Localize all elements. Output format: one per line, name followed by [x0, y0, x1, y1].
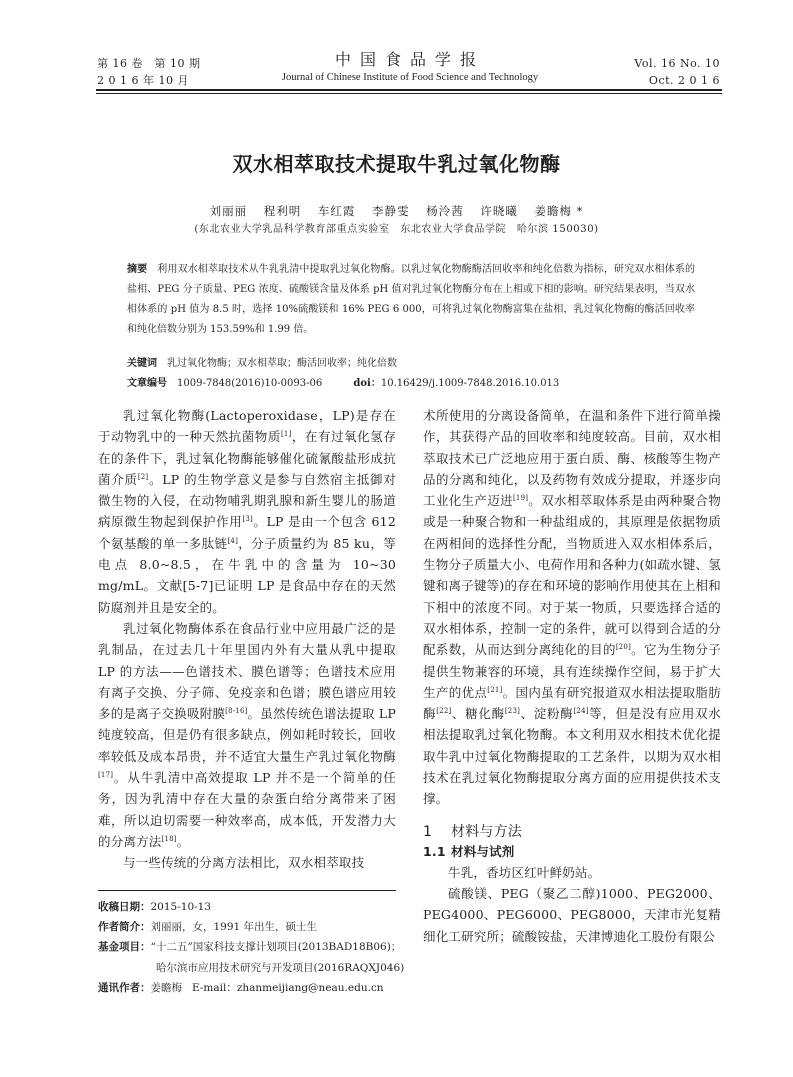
article-meta — [127, 374, 695, 394]
paragraph — [423, 405, 721, 810]
author: 车红霞 — [317, 204, 356, 218]
citation-ref[interactable]: [3] — [242, 515, 253, 524]
author: 刘丽丽 — [209, 204, 248, 218]
citation-ref[interactable]: [19] — [512, 494, 529, 503]
doi-link[interactable]: 10.16429/j.1009-7848.2016.10.013 — [380, 378, 560, 389]
text-run: ，分子质量约为 85 ku，等电点 8.0~8.5，在牛乳中的含量为 10~30 mg/mL。文献[5-7]已证明 LP 是食品中存在的天然防腐剂并且是安全的。 — [98, 535, 396, 615]
journal-title-cn: 中国食品学报 — [334, 50, 485, 69]
running-header-left — [97, 55, 200, 89]
footnote-fund — [98, 937, 428, 957]
text-run: 乳过氧化物酶体系在食品行业中应用最广泛的是乳制品，在过去几十年里国内外有大量从乳中提取 LP 的方法——色谱技术、膜色谱等；色谱技术应用有离子交换、分子筛、免疫亲和色谱；膜色谱应用较多的是离子交换吸附膜 — [98, 620, 396, 722]
footnote-received — [98, 897, 428, 917]
received-date: 2015-10-13 — [150, 901, 212, 913]
subsection-title: 材料与试剂 — [451, 843, 515, 859]
citation-ref[interactable]: [1] — [280, 430, 292, 439]
article-number: 1009-7848(2016)10-0093-06 — [177, 378, 323, 389]
citation-ref[interactable]: [21] — [487, 685, 503, 694]
text-run: 。 — [176, 833, 190, 849]
abstract-label: 摘要 — [127, 264, 148, 275]
corresponding-email[interactable]: E-mail：zhanmeijiang@neau.edu.cn — [192, 981, 384, 994]
section-title: 材料与方法 — [451, 823, 522, 840]
paragraph — [98, 618, 396, 852]
footnote-bio — [98, 917, 428, 937]
bio-label: 作者简介： — [98, 921, 151, 934]
text-run: 、淀粉酶 — [520, 706, 574, 722]
text-run: 乳过氧化物酶(Lactoperoxidase，LP)是存在于动物乳中的一种天然抗菌物质 — [98, 408, 396, 445]
keywords-label: 关键词 — [127, 358, 157, 369]
citation-ref[interactable]: [23] — [504, 707, 521, 715]
header-rule-thick — [96, 89, 722, 91]
corresponding-name: 姜瞻梅 — [150, 981, 182, 994]
section-number: 1 — [423, 823, 433, 840]
running-header-center — [230, 49, 590, 85]
article-title: 双水相萃取技术提取牛乳过氧化物酶 — [232, 152, 561, 176]
citation-ref[interactable]: [22] — [436, 707, 452, 715]
paragraph: 与一些传统的分离方法相比，双水相萃取技 — [123, 855, 365, 871]
text-run: 术所使用的分离设备简单，在温和条件下进行简单操作，其获得产品的回收率和纯度较高。目前，双水相萃取技术已广泛地应用于蛋白质、酶、核酸等生物产品的分离和纯化，以及药物有效成分提取，并逐步向工业化生产迈进 — [423, 408, 721, 509]
citation-ref[interactable]: [24] — [573, 707, 589, 715]
volume-issue-cn: 第 16 卷 第 10 期 — [97, 57, 201, 70]
journal-title-en: Journal of Chinese Institute of Food Science and Technology — [281, 72, 539, 83]
footnote-fund-cont — [98, 958, 428, 978]
date-en: Oct. 2 0 1 6 — [648, 74, 720, 87]
bio-text: 刘丽丽，女，1991 年出生，硕士生 — [150, 921, 318, 934]
received-label: 收稿日期： — [98, 901, 151, 913]
subsection-heading — [423, 842, 721, 862]
volume-issue-en: Vol. 16 No. 10 — [634, 57, 720, 70]
citation-ref[interactable]: [20] — [615, 643, 631, 652]
author: 程利明 — [263, 204, 302, 218]
text-run: 、糖化酶 — [451, 706, 505, 722]
citation-ref[interactable]: [2] — [137, 472, 149, 481]
affiliation: (东北农业大学乳品科学教育部重点实验室 东北农业大学食品学院 哈尔滨 150030) — [194, 224, 599, 235]
text-run: 。双水相萃取体系是由两种聚合物或是一种聚合物和一种盐组成的，其原理是依据物质在两相间的选择性分配，当物质进入双水相体系后，生物分子质量大小、电荷作用和各种力(如疏水键、氢键和离子键等)的存在和环境的影响作用使其在上相和下相中的浓度不同。对于某一物质，只要选择合适的双水相体系，控制一定的条件，就可以得到合适的分配系数，从而达到分离纯化的目的 — [423, 493, 721, 658]
body-column-left — [98, 405, 396, 874]
doi-label: doi： — [353, 378, 381, 389]
text-run: 等，但是没有应用双水相法提取乳过氧化物酶。本文利用双水相技术优化提取牛乳中过氧化物酶提取的工艺条件，以期为双水相技术在乳过氧化物酶提取分离方面的应用提供技术支撑。 — [423, 706, 721, 807]
keywords-text: 乳过氧化物酶；双水相萃取；酶活回收率；纯化倍数 — [167, 358, 397, 369]
section-heading — [423, 822, 721, 842]
author-list — [0, 203, 793, 219]
fund-2: 哈尔滨市应用技术研究与开发项目(2016RAQXJ046) — [156, 961, 405, 974]
date-cn: 2 0 1 6 年 10 月 — [97, 74, 189, 87]
article-number-label: 文章编号 — [127, 378, 167, 389]
abstract — [127, 260, 695, 340]
citation-ref[interactable]: [8-16] — [225, 707, 248, 715]
author: 杨泠茜 — [426, 204, 464, 218]
fund-label: 基金项目： — [98, 941, 151, 954]
abstract-text: 利用双水相萃取技术从牛乳乳清中提取乳过氧化物酶。以乳过氧化物酶酶活回收率和纯化倍数为指标，研究双水相体系的盐相、PEG 分子质量、PEG 浓度、硫酸镁含量及体系 pH 值对乳过氧化物酶分布在上相或下相的影响。研究结果表明，当双水相体系的 pH 值为 8.5 时，选择 10%硫酸镁和 16% PEG 6 000，可将乳过氧化物酶富集在盐相，乳过氧化物酶的酶活回收率和纯化倍数分别为 153.59%和 1.99 倍。 — [127, 264, 695, 335]
author-corresponding: 姜瞻梅 * — [534, 204, 584, 218]
footnotes — [98, 897, 428, 998]
subsection-number: 1.1 — [423, 843, 446, 859]
text-run: 。LP 的生物学意义是参与自然宿主抵御对微生物的入侵，在动物哺乳期乳腺和新生婴儿的肠道病原微生物起到保护作用 — [98, 471, 396, 530]
header-rule-thin — [96, 93, 722, 94]
author: 李静雯 — [372, 204, 410, 218]
fund-1: “十二五”国家科技支撑计划项目(2013BAD18B06)； — [150, 941, 402, 954]
keywords — [127, 354, 695, 374]
running-header-right — [634, 55, 720, 89]
citation-ref[interactable]: [17] — [98, 770, 114, 779]
text-run: ，在有过氧化氢存在的条件下，乳过氧化物酶能够催化硫氰酸盐形成抗菌介质 — [98, 429, 396, 487]
citation-ref[interactable]: [4] — [227, 536, 239, 545]
text-run: 。从牛乳清中高效提取 LP 并不是一个简单的任务，因为乳清中存在大量的杂蛋白给分离带来了困难，所以迫切需要一种效率高，成本低，开发潜力大的分离方法 — [98, 770, 396, 849]
text-run: 。国内虽有研究报道双水相法提取脂肪酶 — [423, 684, 721, 722]
paragraph — [98, 405, 396, 618]
body-column-right — [423, 405, 721, 947]
footnote-divider — [98, 890, 396, 891]
text-run: 。虽然传统色谱法提取 LP 纯度较高，但是仍有很多缺点，例如耗时较长，回收率较低及成本昂贵，并不适宜大量生产乳过氧化物酶 — [98, 706, 396, 764]
text-run: 。LP 是由一个包含 612 个氨基酸的单一多肽链 — [98, 514, 396, 551]
paragraph: 牛乳，香坊区红叶鲜奶站。 — [448, 864, 601, 880]
text-run: 。它为生物分子提供生物兼容的环境，具有连续操作空间，易于扩大生产的优点 — [423, 642, 721, 700]
author: 许晓曦 — [480, 204, 518, 218]
paragraph: 硫酸镁、PEG（聚乙二醇)1000、PEG2000、PEG4000、PEG6000、PEG8000，天津市光复精细化工研究所；硫酸铵盐，天津博迪化工股份有限公 — [423, 885, 721, 944]
citation-ref[interactable]: [18] — [161, 834, 177, 843]
footnote-corresponding — [98, 978, 428, 998]
corresponding-label: 通讯作者： — [98, 981, 151, 994]
